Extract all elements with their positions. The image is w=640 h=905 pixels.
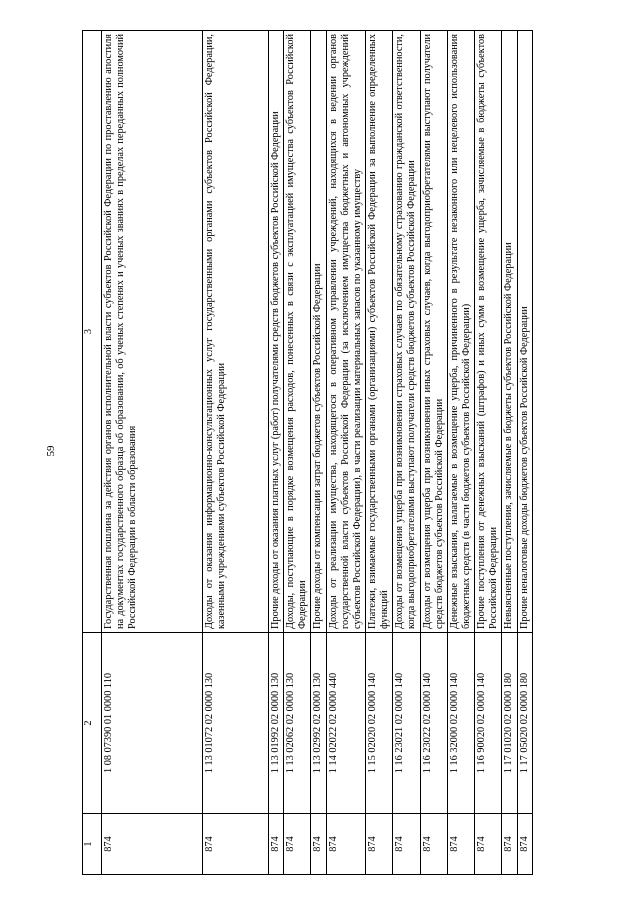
admin-code-cell: 874 <box>502 814 517 875</box>
income-code-cell: 1 08 07390 01 0000 110 <box>102 633 203 814</box>
income-name-cell: Государственная пошлина за действия органов исполнительной власти субъектов Российской Федерации по проставлению апостиля на документах государственного образца об образовании, об ученых степенях и ученых званиях в пределах переданных полномочий Российской Федерации в области образования <box>102 31 203 633</box>
admin-code-cell: 874 <box>393 814 420 875</box>
income-code-cell: 1 13 02062 02 0000 130 <box>284 633 311 814</box>
admin-code-cell: 874 <box>365 814 392 875</box>
income-code-cell: 1 16 23022 02 0000 140 <box>420 633 447 814</box>
admin-code-cell: 874 <box>326 814 365 875</box>
income-code-cell: 1 17 01020 02 0000 180 <box>502 633 517 814</box>
income-code-cell: 1 13 01992 02 0000 130 <box>269 633 284 814</box>
table-header-row <box>83 31 102 875</box>
income-name-cell: Доходы от оказания информационно-консультационных услуг государственными органами субъектов Российской Федерации, казенными учреждениями субъектов Российской Федерации <box>203 31 269 633</box>
income-code-cell: 1 16 32000 02 0000 140 <box>447 633 474 814</box>
income-name-cell: Прочие доходы от компенсации затрат бюджетов субъектов Российской Федерации <box>311 31 326 633</box>
table-row <box>284 31 311 875</box>
admin-code-cell: 874 <box>475 814 502 875</box>
income-code-cell: 1 13 01072 02 0000 130 <box>203 633 269 814</box>
table-row <box>502 31 517 875</box>
admin-code-cell: 874 <box>284 814 311 875</box>
table-row <box>269 31 284 875</box>
income-code-cell: 1 14 02022 02 0000 440 <box>326 633 365 814</box>
column-header-3: 3 <box>83 31 102 633</box>
table-row <box>203 31 269 875</box>
income-name-cell: Доходы от возмещения ущерба при возникновении страховых случаев по обязательному страхованию гражданской ответственности, когда выгодоприобретателями выступают получатели средств бюджетов субъектов Российской Федерации <box>393 31 420 633</box>
table-row <box>393 31 420 875</box>
admin-code-cell: 874 <box>447 814 474 875</box>
income-name-cell: Платежи, взимаемые государственными органами (организациями) субъектов Российской Федерации за выполнение определенных функций <box>365 31 392 633</box>
income-codes-table <box>82 30 533 875</box>
income-code-cell: 1 16 23021 02 0000 140 <box>393 633 420 814</box>
admin-code-cell: 874 <box>269 814 284 875</box>
admin-code-cell: 874 <box>102 814 203 875</box>
table-row <box>447 31 474 875</box>
table-row <box>311 31 326 875</box>
table-row <box>365 31 392 875</box>
column-header-2: 2 <box>83 633 102 814</box>
income-name-cell: Доходы от возмещения ущерба при возникновении иных страховых случаев, когда выгодоприобретателями выступают получатели средств бюджетов субъектов Российской Федерации <box>420 31 447 633</box>
admin-code-cell: 874 <box>517 814 532 875</box>
table-row <box>517 31 532 875</box>
income-name-cell: Прочие неналоговые доходы бюджетов субъектов Российской Федерации <box>517 31 532 633</box>
admin-code-cell: 874 <box>420 814 447 875</box>
income-name-cell: Невыясненные поступления, зачисляемые в бюджеты субъектов Российской Федерации <box>502 31 517 633</box>
income-name-cell: Доходы, поступающие в порядке возмещения расходов, понесенных в связи с эксплуатацией имущества субъектов Российской Федерации <box>284 31 311 633</box>
document-table-container <box>82 30 562 875</box>
column-header-1: 1 <box>83 814 102 875</box>
income-name-cell: Прочие поступления от денежных взысканий (штрафов) и иных сумм в возмещение ущерба, зачисляемые в бюджеты субъектов Российской Федерации <box>475 31 502 633</box>
admin-code-cell: 874 <box>203 814 269 875</box>
admin-code-cell: 874 <box>311 814 326 875</box>
income-name-cell: Доходы от реализации имущества, находящегося в оперативном управлении учреждений, находящихся в ведении органов государственной власти субъектов Российской Федерации (за исключением имущества бюджетных и автономных учреждений субъектов Российской Федерации), в части реализации материальных запасов по указанному имуществу <box>326 31 365 633</box>
income-name-cell: Прочие доходы от оказания платных услуг (работ) получателями средств бюджетов субъектов Российской Федерации <box>269 31 284 633</box>
income-code-cell: 1 13 02992 02 0000 130 <box>311 633 326 814</box>
income-name-cell: Денежные взыскания, налагаемые в возмещение ущерба, причиненного в результате незаконного или нецелевого использования бюджетных средств (в части бюджетов субъектов Российской Федерации) <box>447 31 474 633</box>
page-number: 59 <box>45 445 57 457</box>
income-code-cell: 1 15 02020 02 0000 140 <box>365 633 392 814</box>
income-code-cell: 1 17 05020 02 0000 180 <box>517 633 532 814</box>
income-code-cell: 1 16 90020 02 0000 140 <box>475 633 502 814</box>
table-row <box>475 31 502 875</box>
table-row <box>102 31 203 875</box>
table-row <box>326 31 365 875</box>
table-row <box>420 31 447 875</box>
